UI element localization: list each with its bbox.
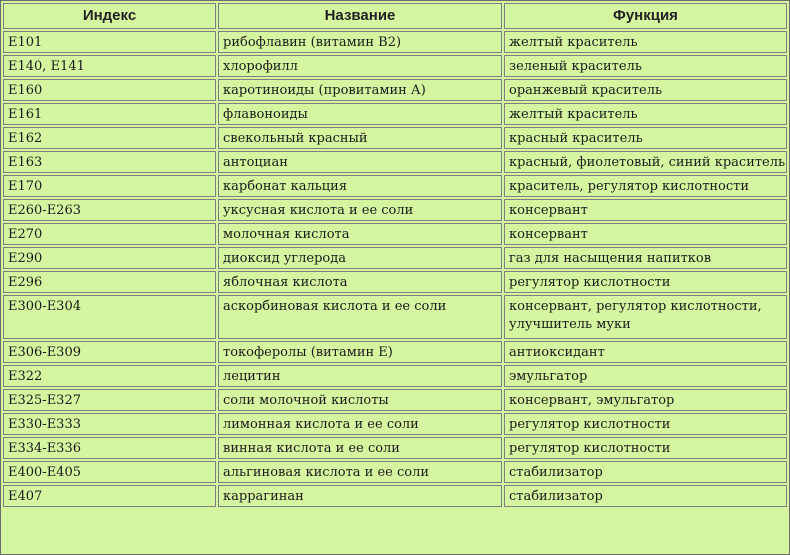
cell-index: E407 — [3, 485, 216, 507]
cell-function: оранжевый краситель — [504, 79, 787, 101]
header-row — [3, 3, 787, 29]
table-row — [3, 271, 787, 293]
cell-name: лимонная кислота и ее соли — [218, 413, 502, 435]
cell-name: свекольный красный — [218, 127, 502, 149]
cell-function: консервант, эмульгатор — [504, 389, 787, 411]
cell-function: зеленый краситель — [504, 55, 787, 77]
cell-index: E296 — [3, 271, 216, 293]
cell-index: E170 — [3, 175, 216, 197]
table-row — [3, 485, 787, 507]
table-row — [3, 127, 787, 149]
table-row — [3, 389, 787, 411]
cell-function: желтый краситель — [504, 31, 787, 53]
table-row — [3, 437, 787, 459]
cell-function: краситель, регулятор кислотности — [504, 175, 787, 197]
cell-function: консервант, регулятор кислотности, улучшитель муки — [504, 295, 787, 339]
cell-function: эмульгатор — [504, 365, 787, 387]
table-row — [3, 199, 787, 221]
cell-index: E322 — [3, 365, 216, 387]
cell-index: E400-E405 — [3, 461, 216, 483]
cell-name: яблочная кислота — [218, 271, 502, 293]
cell-name: рибофлавин (витамин B2) — [218, 31, 502, 53]
table-row — [3, 365, 787, 387]
cell-function: регулятор кислотности — [504, 271, 787, 293]
column-header-name: Название — [218, 3, 502, 29]
cell-function: газ для насыщения напитков — [504, 247, 787, 269]
cell-function: красный, фиолетовый, синий краситель — [504, 151, 787, 173]
cell-function: регулятор кислотности — [504, 437, 787, 459]
cell-name: карбонат кальция — [218, 175, 502, 197]
table-row — [3, 413, 787, 435]
cell-function: красный краситель — [504, 127, 787, 149]
cell-name: диоксид углерода — [218, 247, 502, 269]
cell-name: токоферолы (витамин Е) — [218, 341, 502, 363]
cell-index: E163 — [3, 151, 216, 173]
column-header-function: Функция — [504, 3, 787, 29]
cell-name: антоциан — [218, 151, 502, 173]
table-row — [3, 247, 787, 269]
cell-index: E161 — [3, 103, 216, 125]
cell-name: лецитин — [218, 365, 502, 387]
cell-index: E270 — [3, 223, 216, 245]
cell-index: E306-E309 — [3, 341, 216, 363]
cell-index: E325-E327 — [3, 389, 216, 411]
cell-name: флавоноиды — [218, 103, 502, 125]
cell-index: E140, E141 — [3, 55, 216, 77]
table-row — [3, 295, 787, 339]
cell-name: соли молочной кислоты — [218, 389, 502, 411]
table-row — [3, 223, 787, 245]
table-body — [3, 31, 787, 507]
cell-index: E101 — [3, 31, 216, 53]
cell-name: каротиноиды (провитамин А) — [218, 79, 502, 101]
cell-function: антиоксидант — [504, 341, 787, 363]
cell-name: аскорбиновая кислота и ее соли — [218, 295, 502, 339]
cell-index: E330-E333 — [3, 413, 216, 435]
table-row — [3, 461, 787, 483]
table-row — [3, 31, 787, 53]
cell-name: винная кислота и ее соли — [218, 437, 502, 459]
cell-index: E260-E263 — [3, 199, 216, 221]
cell-name: уксусная кислота и ее соли — [218, 199, 502, 221]
cell-index: E162 — [3, 127, 216, 149]
table-row — [3, 79, 787, 101]
cell-function: консервант — [504, 199, 787, 221]
cell-function: стабилизатор — [504, 461, 787, 483]
cell-function: стабилизатор — [504, 485, 787, 507]
cell-function: консервант — [504, 223, 787, 245]
cell-index: E290 — [3, 247, 216, 269]
table-row — [3, 341, 787, 363]
cell-name: альгиновая кислота и ее соли — [218, 461, 502, 483]
food-additives-table — [1, 1, 789, 509]
column-header-index: Индекс — [3, 3, 216, 29]
cell-index: E300-E304 — [3, 295, 216, 339]
cell-index: E160 — [3, 79, 216, 101]
cell-function: регулятор кислотности — [504, 413, 787, 435]
cell-name: молочная кислота — [218, 223, 502, 245]
table-row — [3, 151, 787, 173]
table-row — [3, 55, 787, 77]
cell-name: каррагинан — [218, 485, 502, 507]
cell-function: желтый краситель — [504, 103, 787, 125]
table-row — [3, 175, 787, 197]
cell-name: хлорофилл — [218, 55, 502, 77]
table-row — [3, 103, 787, 125]
cell-index: E334-E336 — [3, 437, 216, 459]
